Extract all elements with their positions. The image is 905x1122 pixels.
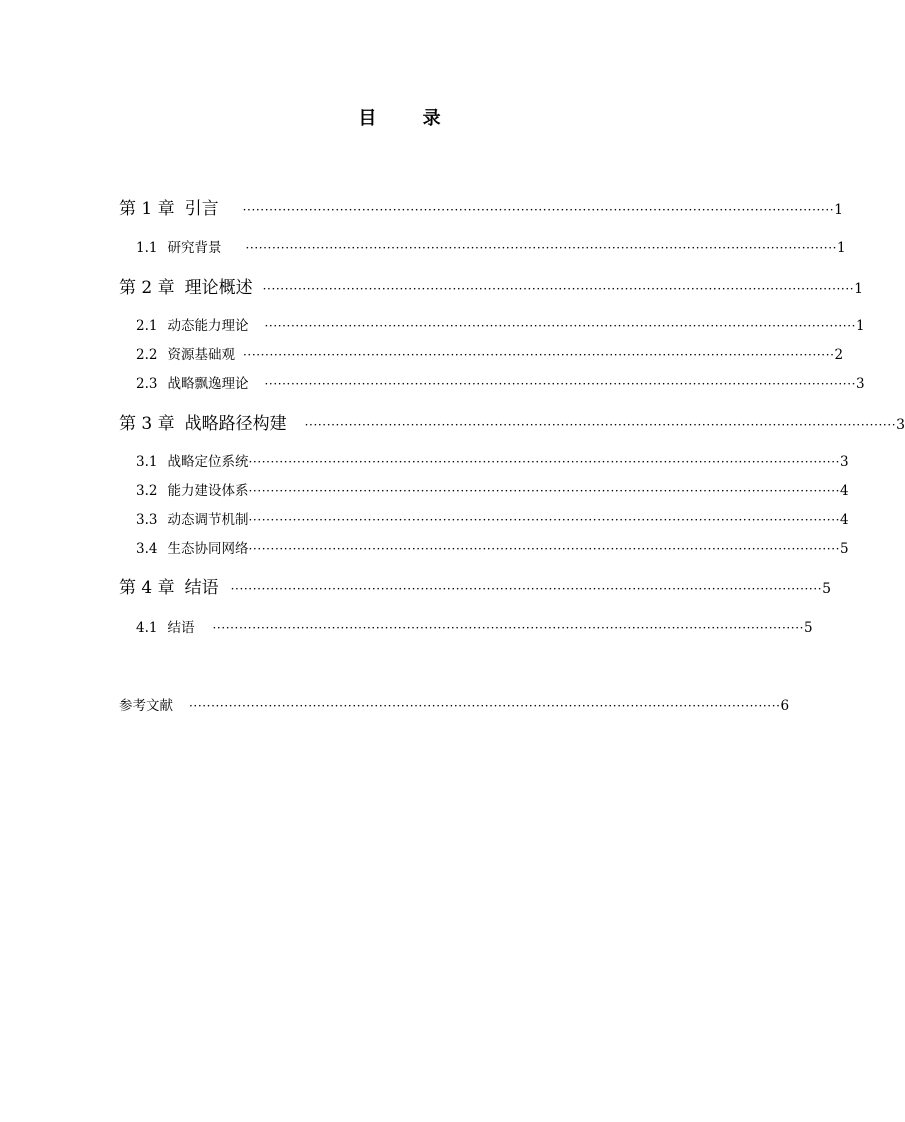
toc-entry-number: 第 1 章 [119,199,175,219]
toc-entry-number: 第 4 章 [119,578,175,598]
toc-entry-section-3-2[interactable] [136,483,849,503]
toc-entry-chapter-4[interactable] [119,578,832,602]
toc-entry-label: 引言 [184,199,219,219]
toc-entry-label: 资源基础观 [167,347,235,363]
toc-entry-page: 4 [840,512,849,528]
toc-leader-dots: ······································································································································ [304,418,897,432]
toc-entry-page: 4 [840,483,849,499]
toc-entry-page: 1 [834,202,844,218]
toc-leader-dots: ······································································································································ [264,377,857,391]
toc-entry-label: 动态能力理论 [167,318,249,334]
toc-entry-page: 3 [856,376,865,392]
toc-entry-page: 5 [822,581,832,597]
toc-entry-number: 3.2 [136,483,158,499]
toc-entry-page: 6 [780,698,790,714]
toc-entry-number: 1.1 [136,240,158,256]
toc-entry-number: 3.1 [136,454,158,470]
toc-entry-page: 1 [837,240,846,256]
toc-title: 目 录 [358,108,461,129]
toc-entry-references[interactable] [119,698,790,718]
toc-entry-page: 2 [834,347,844,363]
toc-entry-label: 理论概述 [184,278,253,298]
toc-entry-number: 3.3 [136,512,158,528]
toc-entry-label: 结语 [167,620,195,636]
toc-entry-page: 5 [804,620,813,636]
toc-entry-number: 3.4 [136,541,158,557]
toc-leader-dots: ······································································································································ [248,484,841,498]
toc-entry-number: 4.1 [136,620,158,636]
toc-entry-label: 生态协同网络 [167,541,249,557]
toc-entry-label: 战略飘逸理论 [167,376,249,392]
toc-entry-section-2-2[interactable] [136,347,844,367]
toc-leader-dots: ······································································································································ [189,699,781,713]
toc-entry-label: 参考文献 [119,698,173,714]
toc-entry-label: 研究背景 [167,240,222,256]
toc-entry-chapter-2[interactable] [119,278,864,302]
toc-entry-section-1-1[interactable] [136,240,846,260]
toc-leader-dots: ······································································································································ [248,542,841,556]
toc-entry-section-2-3[interactable] [136,376,865,396]
toc-entry-page: 1 [854,281,864,297]
toc-leader-dots: ······································································································································ [245,241,838,255]
toc-entry-page: 3 [896,417,905,433]
toc-entry-page: 3 [840,454,849,470]
toc-leader-dots: ······································································································································ [248,455,841,469]
toc-entry-number: 2.3 [136,376,158,392]
toc-entry-section-3-1[interactable] [136,454,849,474]
toc-leader-dots: ······································································································································ [262,282,855,296]
toc-leader-dots: ······································································································································ [242,203,835,217]
toc-entry-section-3-3[interactable] [136,512,849,532]
toc-entry-label: 战略路径构建 [184,414,287,434]
toc-entry-label: 结语 [184,578,219,598]
toc-leader-dots: ······································································································································ [264,319,857,333]
toc-entry-label: 动态调节机制 [167,512,249,528]
toc-leader-dots: ······································································································································ [230,582,823,596]
toc-entry-section-4-1[interactable] [136,620,813,640]
toc-leader-dots: ······································································································································ [248,513,841,527]
toc-entry-chapter-1[interactable] [119,199,844,223]
toc-entry-number: 2.1 [136,318,158,334]
toc-leader-dots: ······································································································································ [212,621,805,635]
toc-entry-page: 1 [856,318,865,334]
toc-entry-chapter-3[interactable] [119,414,905,438]
toc-entry-label: 战略定位系统 [167,454,249,470]
toc-entry-label: 能力建设体系 [167,483,249,499]
toc-entry-number: 第 3 章 [119,414,175,434]
toc-entry-section-3-4[interactable] [136,541,849,561]
toc-leader-dots: ······································································································································ [242,348,835,362]
toc-entry-page: 5 [840,541,849,557]
toc-entry-number: 第 2 章 [119,278,175,298]
toc-entry-number: 2.2 [136,347,158,363]
toc-entry-section-2-1[interactable] [136,318,865,338]
